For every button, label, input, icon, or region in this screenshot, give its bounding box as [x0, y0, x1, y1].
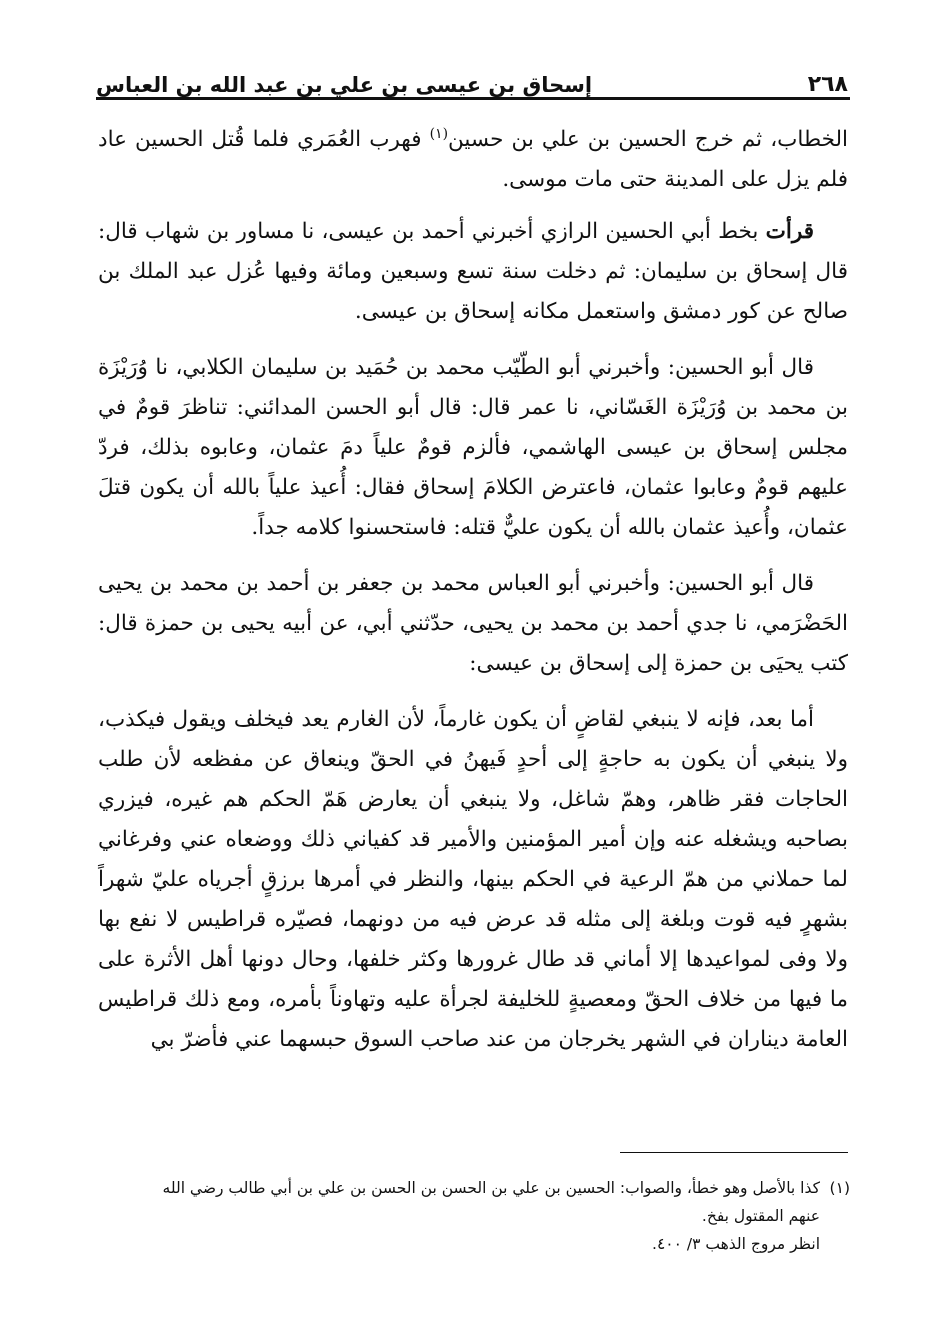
footnotes [98, 1174, 850, 1258]
footnote-body [98, 1174, 820, 1258]
footnote-1 [98, 1174, 850, 1258]
header-rule [96, 97, 850, 100]
footnote-line-3: انظر مروج الذهب ٣/ ٤٠٠. [652, 1235, 820, 1253]
paragraph-2-text: بخط أبي الحسين الرازي أخبرني أحمد بن عيسى، نا مساور بن شهاب قال: قال إسحاق بن سليمان: ثم دخلت سنة تسع وسبعين ومائة وفيها عُزل عبد الملك بن صالح عن كور دمشق واستعمل مكانه إسحاق بن عيسى. [98, 219, 848, 324]
paragraph-1 [98, 120, 848, 200]
footnote-reference: (١) [429, 125, 449, 142]
paragraph-3-text: قال أبو الحسين: وأخبرني أبو الطّيّب محمد بن حُمَيد بن سليمان الكلابي، نا وُرَيْزَة بن محمد بن وُرَيْزَة الغَسّاني، نا عمر قال: قال أبو الحسن المدائني: تناظرَ قومٌ في مجلس إسحاق بن عيسى الهاشمي، فألزم قومٌ علياً دمَ عثمان، وعابوه بذلك، فردّ عليهم قومٌ وعابوا عثمان، فاعترض الكلامَ إسحاق فقال: أُعيذ علياً بالله أن يكون قتلَ عثمان، وأُعيذ عثمان بالله أن يكون عليٌّ قتله: فاستحسنوا كلامه جداً. [98, 355, 848, 540]
paragraph-3 [98, 348, 848, 548]
footnote-number: (١) [829, 1179, 850, 1197]
paragraph-4-text: قال أبو الحسين: وأخبرني أبو العباس محمد بن جعفر بن أحمد بن محمد بن يحيى الحَضْرَمي، نا جدي أحمد بن محمد بن يحيى، حدّثني أبي، عن أبيه يحيى بن حمزة قال: كتب يحيَى بن حمزة إلى إسحاق بن عيسى: [98, 571, 848, 676]
page-number: ٢٦٨ [807, 72, 848, 97]
paragraph-1-continuation: فهرب العُمَري فلما قُتل الحسين عاد فلم يزل على المدينة حتى مات موسى. [98, 127, 848, 192]
paragraph-1-text: الخطاب، ثم خرج الحسين بن علي بن حسين [448, 127, 848, 152]
paragraph-4 [98, 564, 848, 684]
main-text [98, 120, 848, 1076]
paragraph-2 [98, 212, 848, 332]
paragraph-5 [98, 700, 848, 1060]
footnote-line-1: كذا بالأصل وهو خطأ، والصواب: الحسين بن علي بن الحسن بن الحسن بن علي بن أبي طالب رضي الله [162, 1179, 820, 1197]
footnote-line-2: عنهم المقتول بفخ. [701, 1207, 820, 1225]
footnote-separator [620, 1152, 848, 1153]
paragraph-5-text: أما بعد، فإنه لا ينبغي لقاضٍ أن يكون غارماً، لأن الغارم يعد فيخلف ويقول فيكذب، ولا ينبغي أن يكون به حاجةٍ إلى أحدٍ فَيهنُ في الحقّ وينعاق عن مفظعه لأن طلب الحاجات فقر ظاهر، وهمّ شاغل، ولا ينبغي أن يعارض هَمّ الحكم هم غيره، فيزري بصاحبه ويشغله عنه وإن أمير المؤمنين والأمير قد كفياني ذلك ووضعاه عني وفرغاني لما حملاني من همّ الرعية في الحكم بينها، والنظر في أمرها برزقٍ أجرياه عليّ شهراً بشهرٍ فيه قوت وبلغة إلى مثله قد عرض فيه من دونهما، فصيّره قراطيس لا نفع بها ولا وفى لمواعيدها إلا أماني قد طال غرورها وكثر خلفها، وحال دونها أهل الأثرة على ما فيها من خلاف الحقّ ومعصيةٍ للخليفة لجرأة عليه وتهاوناً بأمره، ومع ذلك قراطيس العامة ديناران في الشهر يخرجان من عند صاحب السوق حبسهما عني فأضرّ بي [98, 707, 848, 1052]
paragraph-2-lead-word: قرأت [765, 219, 814, 244]
page-header [96, 56, 848, 96]
running-title: إسحاق بن عيسى بن علي بن عبد الله بن العباس [96, 73, 593, 97]
